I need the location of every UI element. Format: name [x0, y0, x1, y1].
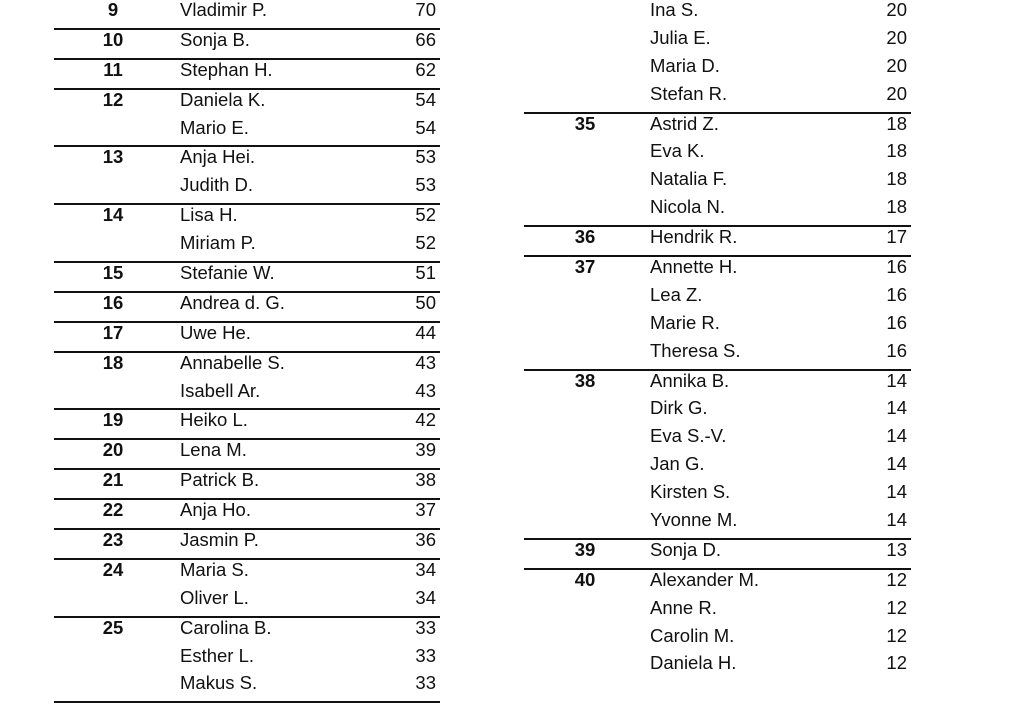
- rank-cell: 21: [102, 469, 124, 491]
- points-cell: 54: [415, 88, 436, 110]
- points-cell: 16: [886, 311, 907, 333]
- name-cell: Annika B.: [650, 369, 730, 391]
- table-row: [524, 568, 911, 598]
- name-cell: Anja Hei.: [180, 146, 256, 168]
- name-cell: Nicola N.: [650, 196, 726, 218]
- name-cell: Natalia F.: [650, 168, 728, 190]
- name-cell: Lisa H.: [180, 204, 238, 226]
- points-cell: 20: [886, 54, 907, 76]
- points-cell: 70: [415, 0, 436, 20]
- table-row: [54, 0, 440, 28]
- rank-cell: 39: [574, 538, 596, 560]
- name-cell: Kirsten S.: [650, 481, 731, 503]
- name-cell: Astrid Z.: [650, 112, 719, 134]
- table-row: [54, 233, 440, 261]
- points-cell: 38: [415, 469, 436, 491]
- name-cell: Theresa S.: [650, 339, 741, 361]
- rank-cell: 11: [103, 58, 123, 80]
- rank-cell: 12: [102, 88, 124, 110]
- points-cell: 52: [415, 204, 436, 226]
- points-cell: 34: [415, 558, 436, 580]
- points-cell: 43: [415, 379, 436, 401]
- name-cell: Hendrik R.: [650, 226, 738, 248]
- name-cell: Judith D.: [180, 174, 254, 196]
- table-row: [524, 538, 911, 568]
- table-row: [54, 28, 440, 58]
- name-cell: Esther L.: [180, 644, 255, 666]
- points-cell: 12: [886, 652, 907, 674]
- name-cell: Stefan R.: [650, 82, 728, 104]
- rank-cell: 25: [102, 616, 124, 638]
- table-row: [524, 341, 911, 369]
- name-cell: Anne R.: [650, 596, 717, 618]
- table-row: [524, 197, 911, 225]
- name-cell: Anja Ho.: [180, 499, 251, 521]
- rank-cell: 13: [102, 146, 124, 168]
- points-cell: 54: [415, 116, 436, 138]
- points-cell: 33: [415, 616, 436, 638]
- table-row: [54, 321, 440, 351]
- points-cell: 52: [415, 232, 436, 254]
- rank-cell: 15: [102, 262, 124, 284]
- points-cell: 36: [415, 529, 436, 551]
- rank-cell: 9: [107, 0, 119, 20]
- name-cell: Oliver L.: [180, 586, 249, 608]
- points-cell: 39: [415, 439, 436, 461]
- points-cell: 33: [415, 672, 436, 694]
- points-cell: 18: [886, 196, 907, 218]
- name-cell: Annette H.: [650, 256, 738, 278]
- name-cell: Eva S.-V.: [650, 425, 727, 447]
- table-row: [524, 510, 911, 538]
- points-cell: 20: [886, 26, 907, 48]
- name-cell: Carolina B.: [180, 616, 272, 638]
- points-cell: 17: [886, 226, 907, 248]
- rank-cell: 23: [102, 529, 124, 551]
- rank-cell: 14: [102, 204, 124, 226]
- ranking-table-right: [524, 0, 911, 681]
- table-row: [54, 701, 440, 717]
- name-cell: Andrea d. G.: [180, 291, 285, 313]
- name-cell: Isabell Ar.: [180, 379, 261, 401]
- rank-cell: 37: [574, 256, 596, 278]
- name-cell: Lena M.: [180, 439, 247, 461]
- points-cell: 12: [886, 624, 907, 646]
- rank-cell: 18: [102, 351, 124, 373]
- points-cell: 14: [886, 425, 907, 447]
- table-row: [54, 118, 440, 146]
- ranking-table-left: [54, 0, 440, 717]
- points-cell: 16: [886, 283, 907, 305]
- points-cell: 16: [886, 256, 907, 278]
- points-cell: 16: [886, 339, 907, 361]
- table-row: [524, 225, 911, 255]
- table-row: [54, 528, 440, 558]
- rank-cell: 22: [102, 499, 124, 521]
- table-row: [54, 291, 440, 321]
- table-row: [54, 673, 440, 701]
- rank-cell: 19: [102, 409, 124, 431]
- points-cell: 42: [415, 409, 436, 431]
- rank-cell: 38: [574, 369, 596, 391]
- table-row: [524, 0, 911, 28]
- table-row: [54, 408, 440, 438]
- name-cell: Yvonne M.: [650, 509, 738, 531]
- name-cell: Daniela K.: [180, 88, 266, 110]
- points-cell: 12: [886, 568, 907, 590]
- name-cell: Heiko L.: [180, 409, 248, 431]
- name-cell: Maria S.: [180, 558, 249, 580]
- name-cell: Uwe He.: [180, 321, 251, 343]
- points-cell: 53: [415, 174, 436, 196]
- table-row: [524, 653, 911, 681]
- points-cell: 33: [415, 644, 436, 666]
- name-cell: Makus S.: [180, 672, 258, 694]
- points-cell: 20: [886, 0, 907, 20]
- points-cell: 18: [886, 112, 907, 134]
- points-cell: 14: [886, 481, 907, 503]
- points-cell: 14: [886, 369, 907, 391]
- table-row: [54, 498, 440, 528]
- table-row: [524, 426, 911, 454]
- points-cell: 14: [886, 453, 907, 475]
- name-cell: Maria D.: [650, 54, 720, 76]
- table-row: [524, 255, 911, 285]
- name-cell: Jan G.: [650, 453, 705, 475]
- table-row: [54, 468, 440, 498]
- points-cell: 14: [886, 509, 907, 531]
- table-row: [54, 261, 440, 291]
- name-cell: Annabelle S.: [180, 351, 285, 373]
- rank-cell: 40: [574, 568, 596, 590]
- name-cell: Patrick B.: [180, 469, 260, 491]
- table-row: [524, 84, 911, 112]
- points-cell: 51: [415, 262, 436, 284]
- points-cell: 37: [415, 499, 436, 521]
- points-cell: 53: [415, 146, 436, 168]
- name-cell: Jasmin P.: [180, 529, 259, 551]
- points-cell: 14: [886, 397, 907, 419]
- rank-cell: 24: [102, 558, 124, 580]
- name-cell: Alexander M.: [650, 568, 759, 590]
- table-row: [54, 381, 440, 409]
- table-row: [54, 175, 440, 203]
- table-row: [54, 58, 440, 88]
- points-cell: 18: [886, 168, 907, 190]
- name-cell: Dirk G.: [650, 397, 708, 419]
- table-row: [524, 112, 911, 142]
- points-cell: 43: [415, 351, 436, 373]
- name-cell: Eva K.: [650, 140, 705, 162]
- points-cell: 20: [886, 82, 907, 104]
- rank-cell: 20: [102, 439, 124, 461]
- name-cell: Lea Z.: [650, 283, 703, 305]
- rank-cell: 35: [574, 112, 596, 134]
- rank-cell: 16: [102, 291, 124, 313]
- points-cell: 50: [415, 291, 436, 313]
- points-cell: 66: [415, 28, 436, 50]
- name-cell: Daniela H.: [650, 652, 737, 674]
- name-cell: Carolin M.: [650, 624, 735, 646]
- name-cell: Sonja D.: [650, 538, 721, 560]
- points-cell: 18: [886, 140, 907, 162]
- name-cell: Stephan H.: [180, 58, 273, 80]
- table-row: [54, 588, 440, 616]
- rank-cell: 17: [102, 321, 124, 343]
- points-cell: 13: [886, 538, 907, 560]
- name-cell: Ina S.: [650, 0, 699, 20]
- name-cell: Stefanie W.: [180, 262, 275, 284]
- name-cell: Julia E.: [650, 26, 711, 48]
- name-cell: Mario E.: [180, 116, 249, 138]
- name-cell: Marie R.: [650, 311, 720, 333]
- rank-cell: 10: [102, 28, 124, 50]
- points-cell: 34: [415, 586, 436, 608]
- points-cell: 62: [415, 58, 436, 80]
- name-cell: Miriam P.: [180, 232, 256, 254]
- table-row: [54, 438, 440, 468]
- name-cell: Vladimir P.: [180, 0, 268, 20]
- points-cell: 44: [415, 321, 436, 343]
- rank-cell: 36: [574, 226, 596, 248]
- points-cell: 12: [886, 596, 907, 618]
- name-cell: Sonja B.: [180, 28, 250, 50]
- table-row: [524, 369, 911, 399]
